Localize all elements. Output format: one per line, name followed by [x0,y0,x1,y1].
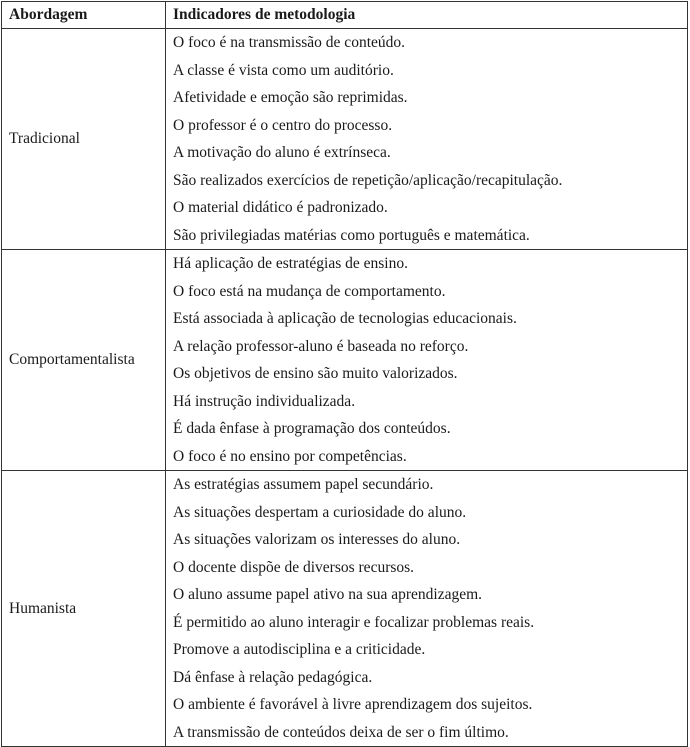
indicators-cell [166,29,688,250]
indicator-item: O material didático é padronizado. [173,199,388,216]
indicator-item: É permitido ao aluno interagir e focalizar problemas reais. [173,613,535,631]
indicators-cell [166,250,688,471]
table-body [2,29,688,747]
indicator-item: O aluno assume papel ativo na sua aprendizagem. [173,586,483,603]
indicator-item: A classe é vista como um auditório. [173,61,394,79]
indicator-item: São realizados exercícios de repetição/aplicação/recapitulação. [173,171,563,189]
indicator-item: São privilegiadas matérias como português e matemática. [173,226,530,244]
indicator-item: O docente dispõe de diversos recursos. [173,558,415,576]
header-approach: Abordagem [2,2,166,29]
approach-row [2,471,688,747]
approach-name: Comportamentalista [2,250,166,471]
approach-name: Tradicional [2,29,166,250]
indicator-item: O foco é na transmissão de conteúdo. [173,34,406,51]
indicator-item: O professor é o centro do processo. [173,116,393,134]
indicator-item: O foco está na mudança de comportamento. [173,282,446,300]
indicator-item: Dá ênfase à relação pedagógica. [173,668,373,686]
indicator-item: A relação professor-aluno é baseada no reforço. [173,337,469,355]
indicator-item: Há instrução individualizada. [173,392,356,410]
indicator-item: As situações despertam a curiosidade do aluno. [173,503,467,521]
header-row [2,2,688,29]
indicator-item: Afetividade e emoção são reprimidas. [173,89,408,106]
indicator-item: Promove a autodisciplina e a criticidade. [173,641,426,658]
indicator-item: As estratégias assumem papel secundário. [173,476,434,493]
indicator-item: As situações valorizam os interesses do aluno. [173,531,461,548]
indicator-item: Há aplicação de estratégias de ensino. [173,255,408,272]
approach-name: Humanista [2,471,166,747]
indicator-item: A motivação do aluno é extrínseca. [173,144,391,161]
approach-row [2,250,688,471]
methodology-table [1,1,688,747]
approach-row [2,29,688,250]
indicator-item: É dada ênfase à programação dos conteúdos. [173,420,451,437]
indicators-cell [166,471,688,747]
indicator-item: Os objetivos de ensino são muito valorizados. [173,365,458,382]
indicator-item: O foco é no ensino por competências. [173,447,407,465]
header-indicators: Indicadores de metodologia [166,2,688,29]
indicator-item: A transmissão de conteúdos deixa de ser o fim último. [173,723,509,741]
indicator-item: O ambiente é favorável à livre aprendizagem dos sujeitos. [173,696,533,713]
indicator-item: Está associada à aplicação de tecnologias educacionais. [173,310,517,327]
